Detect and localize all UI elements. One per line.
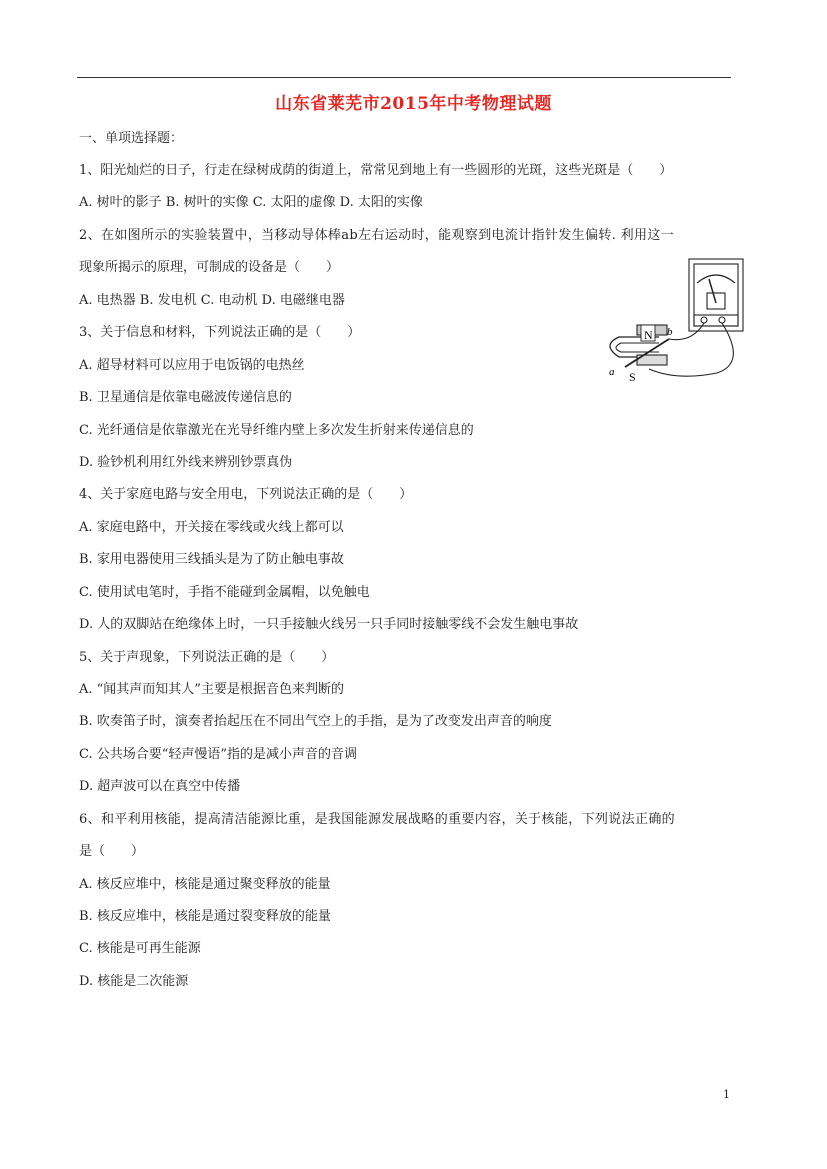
q4-option-c: C. 使用试电笔时，手指不能碰到金属帽，以免触电 [79, 585, 370, 600]
q3-stem: 3、关于信息和材料，下列说法正确的是（ ） [79, 325, 361, 340]
q4-stem: 4、关于家庭电路与安全用电，下列说法正确的是（ ） [79, 487, 413, 502]
q6-option-a: A. 核反应堆中，核能是通过聚变释放的能量 [79, 877, 331, 892]
q3-option-a: A. 超导材料可以应用于电饭锅的电热丝 [79, 358, 305, 373]
negative-terminal-icon [701, 317, 707, 323]
label-b: b [667, 326, 673, 338]
label-a: a [609, 366, 615, 378]
galvanometer-experiment-figure [597, 253, 747, 388]
q6-stem-line2: 是（ ） [79, 844, 145, 859]
label-n: N [644, 328, 653, 342]
q2-stem-line1: 2、在如图所示的实验装置中，当移动导体棒ab左右运动时，能观察到电流计指针发生偏转. 利用这一 [79, 228, 675, 243]
q2-stem-line2: 现象所揭示的原理，可制成的设备是（ ） [79, 260, 340, 275]
q2-options: A. 电热器 B. 发电机 C. 电动机 D. 电磁继电器 [79, 293, 345, 308]
galvanometer-case [689, 259, 743, 331]
q4-option-b: B. 家用电器使用三线插头是为了防止触电事故 [79, 552, 344, 567]
section-heading: 一、单项选择题： [79, 131, 184, 146]
q6-option-b: B. 核反应堆中，核能是通过裂变释放的能量 [79, 909, 331, 924]
page-number: 1 [723, 1088, 730, 1101]
header-rule [77, 77, 731, 78]
q5-option-b: B. 吹奏笛子时，演奏者抬起压在不同出气空上的手指，是为了改变发出声音的响度 [79, 714, 552, 729]
q1-stem: 1、阳光灿烂的日子，行走在绿树成荫的街道上，常常见到地上有一些圆形的光斑，这些光斑是（ ） [79, 163, 673, 178]
q6-option-d: D. 核能是二次能源 [79, 974, 189, 989]
q5-option-c: C. 公共场合要“轻声慢语”指的是减小声音的音调 [79, 747, 358, 762]
q5-stem: 5、关于声现象，下列说法正确的是（ ） [79, 650, 335, 665]
q1-options: A. 树叶的影子 B. 树叶的实像 C. 太阳的虚像 D. 太阳的实像 [79, 195, 423, 210]
q5-option-a: A. “闻其声而知其人”主要是根据音色来判断的 [79, 682, 344, 697]
q3-option-c: C. 光纤通信是依靠激光在光导纤维内壁上多次发生折射来传递信息的 [79, 423, 474, 438]
positive-terminal-icon [719, 317, 725, 323]
q4-option-d: D. 人的双脚站在绝缘体上时，一只手接触火线另一只手同时接触零线不会发生触电事故 [79, 617, 579, 632]
q5-option-d: D. 超声波可以在真空中传播 [79, 779, 241, 794]
q3-option-d: D. 验钞机利用红外线来辨别钞票真伪 [79, 455, 293, 470]
label-s: S [629, 370, 636, 384]
q4-option-a: A. 家庭电路中，开关接在零线或火线上都可以 [79, 520, 344, 535]
q3-option-b: B. 卫星通信是依靠电磁波传递信息的 [79, 390, 292, 405]
q6-stem-line1: 6、和平利用核能，提高清洁能源比重，是我国能源发展战略的重要内容，关于核能，下列说法正确的 [79, 812, 676, 827]
page-title: 山东省莱芜市2015年中考物理试题 [275, 94, 552, 114]
q6-option-c: C. 核能是可再生能源 [79, 941, 201, 956]
